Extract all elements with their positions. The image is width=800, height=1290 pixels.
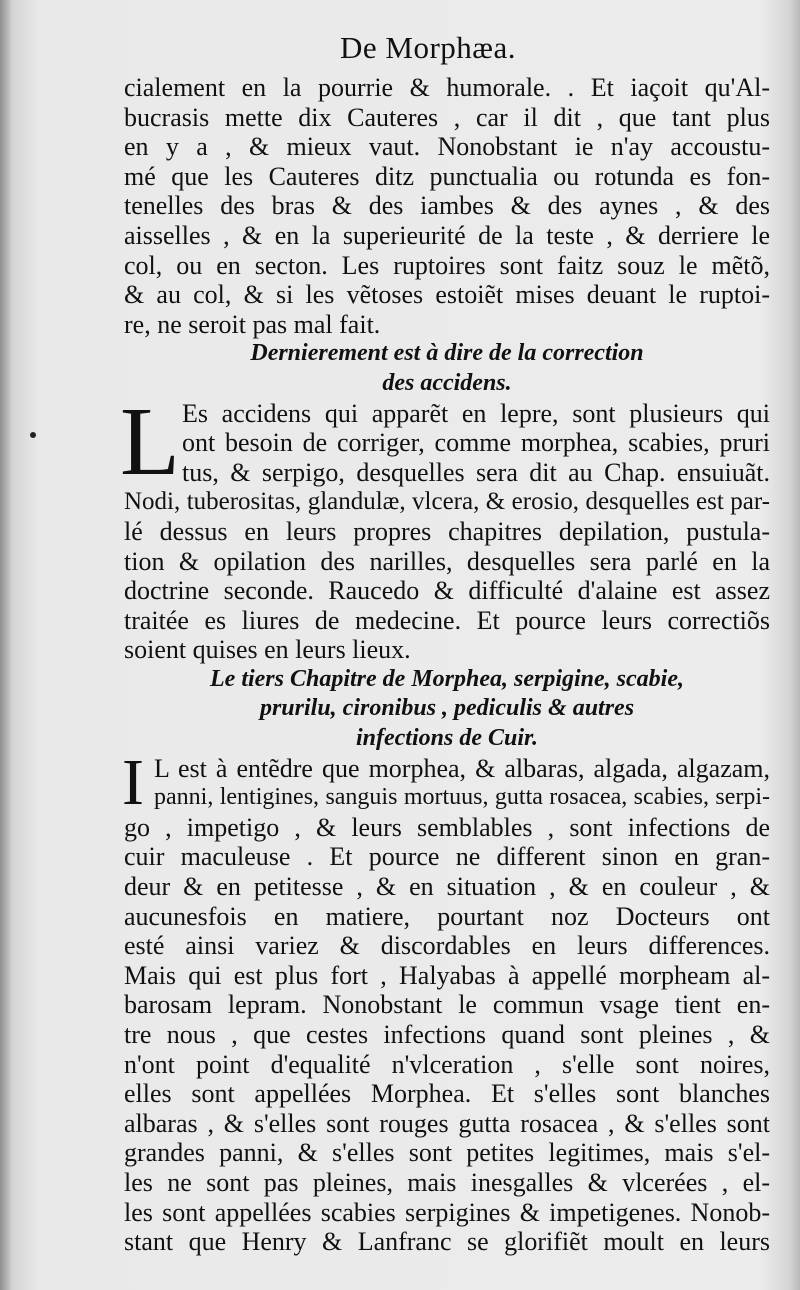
text-line: les sont appellées scabies serpigines & impetigenes. Nonob- xyxy=(124,1197,770,1227)
text-line: bucrasis mette dix Cauteres , car il dit , que tant plus xyxy=(124,102,770,132)
text-line: albaras , & s'elles sont rouges gutta rosacea , & s'elles sont xyxy=(124,1108,770,1138)
text-line: grandes panni, & s'elles sont petites legitimes, mais s'el- xyxy=(124,1138,770,1168)
page-gutter-shadow xyxy=(0,0,12,1290)
text-line: aisselles , & en la superieurité de la teste , & derriere le xyxy=(124,220,770,250)
chapter-heading: infections de Cuir. xyxy=(355,725,539,752)
text-line: deur & en petitesse , & en situation , & en couleur , & xyxy=(124,872,770,902)
text-line: barosam lepram. Nonobstant le commun vsage tient en- xyxy=(124,990,770,1020)
text-line: tenelles des bras & des iambes & des aynes , & des xyxy=(124,191,770,221)
text-line: stant que Henry & Lanfranc se glorifiẽt moult en leurs xyxy=(124,1227,770,1257)
chapter-heading: prurilu, cironibus , pediculis & autres xyxy=(259,695,635,722)
text-line: elles sont appellées Morphea. Et s'elles sont blanches xyxy=(124,1079,770,1109)
text-line: tion & opilation des narilles, desquelles sera parlé en la xyxy=(124,546,770,576)
drop-cap: L xyxy=(120,387,180,496)
text-line: Es accidens qui apparẽt en lepre, sont plusieurs qui xyxy=(182,398,770,428)
chapter-heading: Le tiers Chapitre de Morphea, serpigine, scabie, xyxy=(210,665,684,692)
text-line: les ne sont pas pleines, mais inesgalles & vlcerées , el- xyxy=(124,1167,770,1197)
ink-spot xyxy=(30,432,36,438)
text-line: Nodi, tuberositas, glandulæ, vlcera, & erosio, desquelles est par- xyxy=(124,488,770,516)
paragraph-with-dropcap xyxy=(122,745,770,819)
paragraph-with-dropcap xyxy=(120,387,770,496)
text-line: aucunesfois en matiere, pourtant noz Docteurs ont xyxy=(124,901,770,931)
text-line: ont besoin de corriger, comme morphea, scabies, pruri xyxy=(182,428,770,458)
text-line: doctrine seconde. Raucedo & difficulté d'alaine est assez xyxy=(124,576,770,606)
body-text xyxy=(120,73,770,1257)
text-line: col, ou en secton. Les ruptoires sont faitz souz le mẽtõ, xyxy=(124,250,770,280)
text-line: cialement en la pourrie & humorale. . Et iaçoit qu'Al- xyxy=(124,73,770,102)
text-line: Mais qui est plus fort , Halyabas à appellé morpheam al- xyxy=(124,960,770,990)
text-line: n'ont point d'equalité n'vlceration , s'elle sont noires, xyxy=(124,1049,770,1079)
text-line: tus, & serpigo, desquelles sera dit au Chap. ensuiuãt. xyxy=(182,457,770,487)
running-title: De Morphæa. xyxy=(340,30,516,65)
section-heading: Dernierement est à dire de la correction xyxy=(250,340,644,367)
text-line: lé dessus en leurs propres chapitres depilation, pustula- xyxy=(124,516,770,546)
text-line: traitée es liures de medecine. Et pource leurs correctiõs xyxy=(124,605,770,635)
text-line: mé que les Cauteres ditz punctualia ou rotunda es fon- xyxy=(124,161,770,191)
drop-cap: I xyxy=(122,745,144,819)
text-line: en y a , & mieux vaut. Nonobstant ie n'ay accoustu- xyxy=(124,132,770,162)
text-line: esté ainsi variez & discordables en leurs differences. xyxy=(124,931,770,961)
text-line: go , impetigo , & leurs semblables , sont infections de xyxy=(124,812,770,842)
text-line: tre nous , que cestes infections quand sont pleines , & xyxy=(124,1020,770,1049)
text-line: L est à entẽdre que morphea, & albaras, algada, algazam, xyxy=(154,753,770,783)
text-line: panni, lentigines, sanguis mortuus, gutta rosacea, scabies, serpi- xyxy=(154,784,770,811)
text-line: & au col, & si les vẽtoses estoiẽt mises deuant le ruptoi- xyxy=(124,280,770,310)
text-line: cuir maculeuse . Et pource ne different sinon en gran- xyxy=(124,842,770,872)
section-heading: des accidens. xyxy=(382,369,512,396)
text-line: re, ne seroit pas mal fait. xyxy=(124,309,381,339)
text-line: soient quises en leurs lieux. xyxy=(124,635,411,665)
